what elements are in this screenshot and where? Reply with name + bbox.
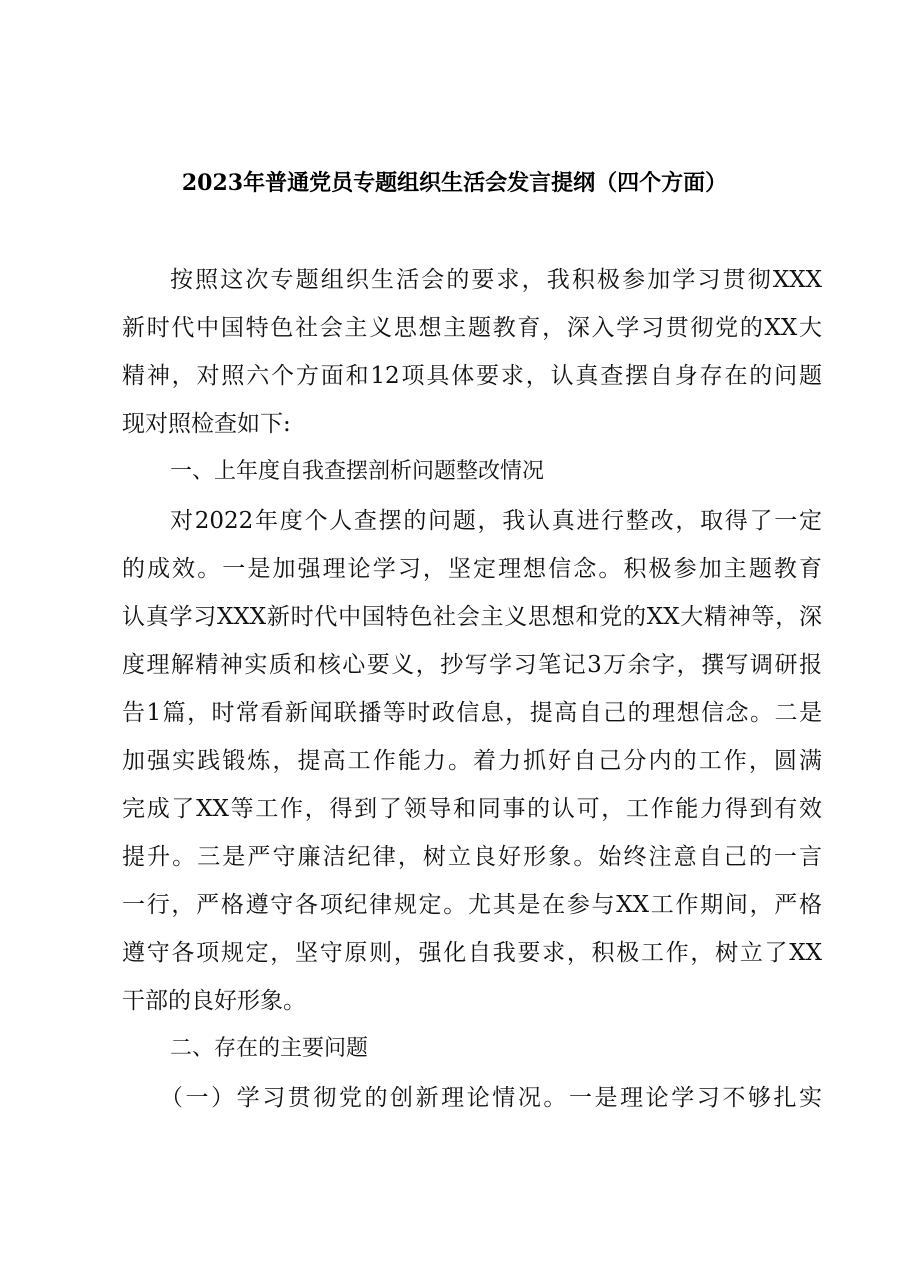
section1-heading: 一、上年度自我查摆剖析问题整改情况 bbox=[170, 459, 545, 484]
intro-line-2: 新时代中国特色社会主义思想主题教育，深入学习贯彻党的XX大 bbox=[122, 315, 822, 341]
section1-line-9: 一行，严格遵守各项纪律规定。尤其是在参与XX工作期间，严格 bbox=[122, 892, 822, 918]
section1-line-6: 加强实践锻炼，提高工作能力。着力抓好自己分内的工作，圆满 bbox=[122, 748, 822, 774]
intro-line-1: 按照这次专题组织生活会的要求，我积极参加学习贯彻XXX bbox=[170, 267, 822, 293]
section1-line-5: 告1篇，时常看新闻联播等时政信息，提高自己的理想信念。二是 bbox=[122, 700, 822, 726]
section1-line-2: 的成效。一是加强理论学习，坚定理想信念。积极参加主题教育 bbox=[122, 556, 822, 582]
section1-line-4: 度理解精神实质和核心要义，抄写学习笔记3万余字，撰写调研报 bbox=[122, 652, 822, 678]
intro-line-3: 精神，对照六个方面和12项具体要求，认真查摆自身存在的问题 bbox=[122, 363, 822, 389]
intro-line-4: 现对照检查如下: bbox=[122, 411, 291, 437]
section1-line-10: 遵守各项规定，坚守原则，强化自我要求，积极工作，树立了XX bbox=[122, 940, 822, 966]
section1-line-8: 提升。三是严守廉洁纪律，树立良好形象。始终注意自己的一言 bbox=[122, 844, 822, 870]
section1-line-3: 认真学习XXX新时代中国特色社会主义思想和党的XX大精神等，深 bbox=[122, 604, 822, 630]
section1-line-7: 完成了XX等工作，得到了领导和同事的认可，工作能力得到有效 bbox=[122, 796, 822, 822]
section1-line-1: 对2022年度个人查摆的问题，我认真进行整改，取得了一定 bbox=[170, 508, 822, 534]
document-title: 2023年普通党员专题组织生活会发言提纲（四个方面） bbox=[181, 170, 728, 196]
section2-heading: 二、存在的主要问题 bbox=[170, 1036, 369, 1061]
section1-line-11: 干部的良好形象。 bbox=[122, 988, 306, 1014]
section2-line-1: （一）学习贯彻党的创新理论情况。一是理论学习不够扎实 bbox=[160, 1085, 822, 1111]
